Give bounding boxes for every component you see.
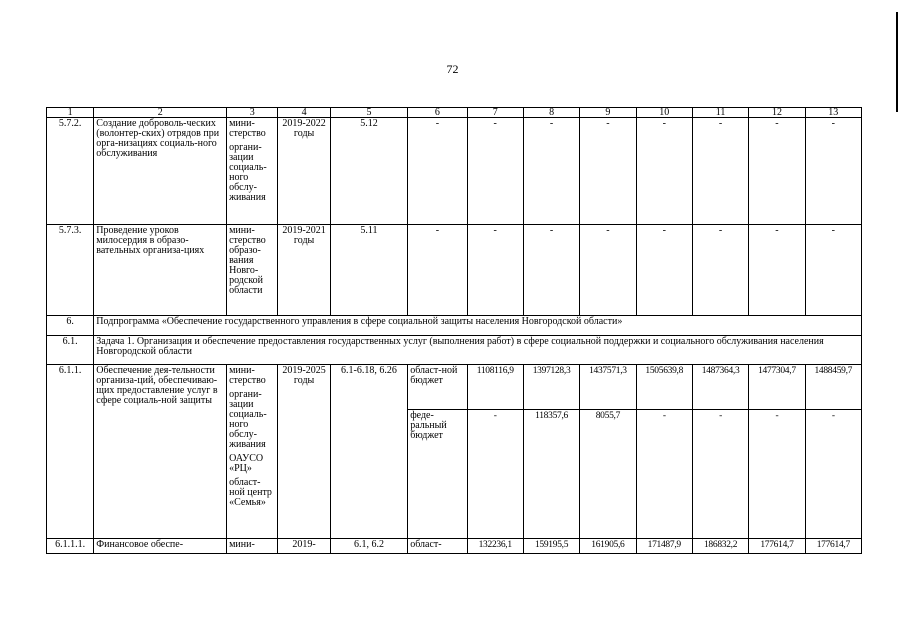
amount-cell: 177614,7 — [805, 539, 861, 554]
task-row — [47, 336, 862, 365]
amount-cell: - — [523, 118, 579, 225]
col-number: 2 — [94, 108, 227, 118]
executor — [227, 118, 278, 225]
amount-cell: 171487,9 — [636, 539, 692, 554]
col-number: 6 — [408, 108, 467, 118]
table-row — [47, 539, 862, 554]
activity-name: Обеспечение дея-тельности организа-ций, обеспечиваю-щих предоставление услуг в сфере социаль-ной защиты — [94, 365, 227, 539]
amount-cell: - — [805, 225, 861, 316]
table-row — [47, 365, 862, 410]
row-number: 6. — [47, 316, 94, 336]
amount-cell: - — [749, 118, 805, 225]
col-number: 5 — [330, 108, 407, 118]
col-number: 9 — [580, 108, 636, 118]
table-row — [47, 225, 862, 316]
subprogram-title: Подпрограмма «Обеспечение государственного управления в сфере социальной защиты населения Новгородской области» — [94, 316, 862, 336]
row-number: 6.1.1.1. — [47, 539, 94, 554]
executor: мини-стерство образо-вания Новго-родской области — [227, 225, 278, 316]
amount-cell: 1108116,9 — [467, 365, 523, 410]
executor-line: мини-стерство — [229, 118, 266, 139]
col-number: 3 — [227, 108, 278, 118]
row-number: 5.7.3. — [47, 225, 94, 316]
table-row — [47, 118, 862, 225]
period: 2019- — [278, 539, 330, 554]
amount-cell: - — [749, 410, 805, 539]
amount-cell: 159195,5 — [523, 539, 579, 554]
indicator: 5.12 — [330, 118, 407, 225]
row-number: 6.1.1. — [47, 365, 94, 539]
amount-cell: - — [467, 118, 523, 225]
col-number: 11 — [692, 108, 748, 118]
amount-cell: 161905,6 — [580, 539, 636, 554]
subprogram-row — [47, 316, 862, 336]
executor-line: мини-стерство — [229, 365, 266, 386]
activity-name: Создание доброволь-ческих (волонтер-ских) отрядов при орга-низациях социаль-ного обслуживания — [94, 118, 227, 225]
column-number-row — [47, 108, 862, 118]
executor-line: органи-зации социаль-ного обслу-живания — [229, 389, 267, 450]
amount-cell: 1437571,3 — [580, 365, 636, 410]
indicator: 6.1-6.18, 6.26 — [330, 365, 407, 539]
row-number: 6.1. — [47, 336, 94, 365]
program-table — [46, 107, 862, 554]
period: 2019-2025 годы — [278, 365, 330, 539]
amount-cell: 1397128,3 — [523, 365, 579, 410]
amount-cell: - — [805, 410, 861, 539]
col-number: 4 — [278, 108, 330, 118]
amount-cell: 132236,1 — [467, 539, 523, 554]
amount-cell: - — [580, 118, 636, 225]
amount-cell: 1488459,7 — [805, 365, 861, 410]
executor-line: органи-зации социаль-ного обслу-живания — [229, 142, 267, 203]
amount-cell: - — [467, 410, 523, 539]
amount-cell: - — [692, 410, 748, 539]
col-number: 1 — [47, 108, 94, 118]
indicator: 6.1, 6.2 — [330, 539, 407, 554]
col-number: 13 — [805, 108, 861, 118]
page-number: 72 — [446, 62, 459, 76]
amount-cell: - — [636, 118, 692, 225]
amount-cell: - — [636, 410, 692, 539]
amount-cell: 1477304,7 — [749, 365, 805, 410]
col-number: 8 — [523, 108, 579, 118]
row-number: 5.7.2. — [47, 118, 94, 225]
activity-name: Финансовое обеспе- — [94, 539, 227, 554]
amount-cell: - — [749, 225, 805, 316]
task-title: Задача 1. Организация и обеспечение предоставления государственных услуг (выполнения работ) в сфере социальной поддержки и социального обслуживания населения Новгородской области — [94, 336, 862, 365]
executor-line: област-ной центр «Семья» — [229, 477, 272, 508]
amount-cell: 1505639,8 — [636, 365, 692, 410]
amount-cell: - — [692, 118, 748, 225]
col-number: 12 — [749, 108, 805, 118]
funding-source: феде-ральный бюджет — [408, 410, 467, 539]
executor-line: ОАУСО «РЦ» — [229, 453, 264, 474]
amount-cell: - — [805, 118, 861, 225]
funding-source: - — [408, 225, 467, 316]
indicator: 5.11 — [330, 225, 407, 316]
amount-cell: 186832,2 — [692, 539, 748, 554]
period: 2019-2021 годы — [278, 225, 330, 316]
funding-source: област-ной бюджет — [408, 365, 467, 410]
amount-cell: - — [467, 225, 523, 316]
funding-source: - — [408, 118, 467, 225]
funding-source: област- — [408, 539, 467, 554]
executor — [227, 365, 278, 539]
period: 2019-2022 годы — [278, 118, 330, 225]
margin-bar — [896, 12, 898, 112]
amount-cell: - — [580, 225, 636, 316]
col-number: 7 — [467, 108, 523, 118]
amount-cell: 177614,7 — [749, 539, 805, 554]
amount-cell: 118357,6 — [523, 410, 579, 539]
activity-name: Проведение уроков милосердия в образо-вательных организа-циях — [94, 225, 227, 316]
amount-cell: - — [523, 225, 579, 316]
col-number: 10 — [636, 108, 692, 118]
amount-cell: 1487364,3 — [692, 365, 748, 410]
amount-cell: - — [636, 225, 692, 316]
executor: мини- — [227, 539, 278, 554]
amount-cell: - — [692, 225, 748, 316]
amount-cell: 8055,7 — [580, 410, 636, 539]
